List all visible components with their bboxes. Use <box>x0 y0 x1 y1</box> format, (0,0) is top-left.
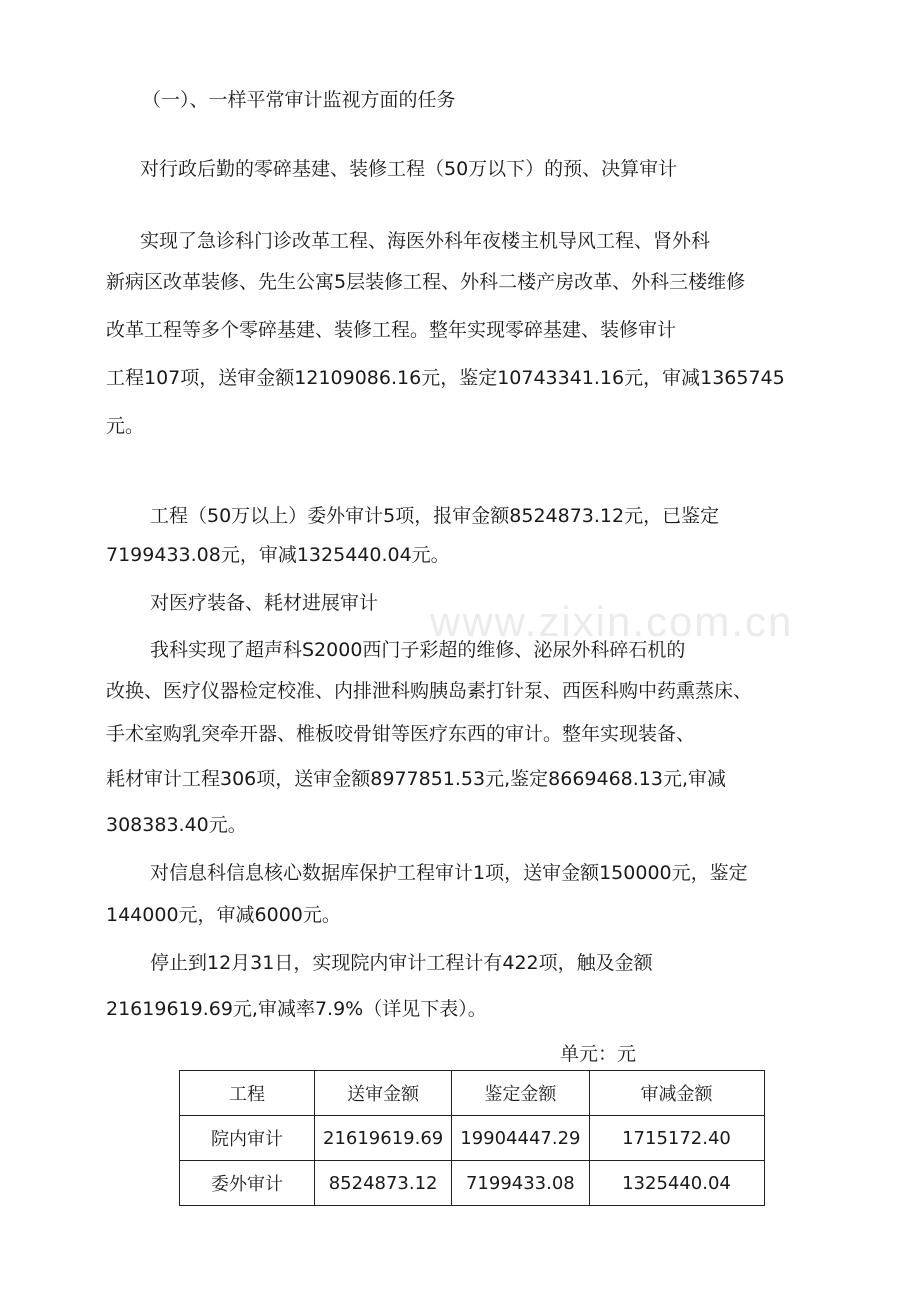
para3-line-4: 耗材审计工程306项，送审金额8977851.53元,鉴定8669468.13元,审减 <box>106 768 727 790</box>
table-cell: 19904447.29 <box>452 1116 589 1161</box>
para3-line-3: 手术室购乳突牵开器、椎板咬骨钳等医疗东西的审计。整年实现装备、 <box>106 723 696 745</box>
table-row <box>180 1161 765 1206</box>
section-heading: （一）、一样平常审计监视方面的任务 <box>142 89 456 111</box>
para5-line-2: 21619619.69元,审减率7.9%（详见下表）。 <box>106 998 487 1020</box>
table-header-cell: 工程 <box>180 1071 315 1116</box>
para1-line-3: 改革工程等多个零碎基建、装修工程。整年实现零碎基建、装修审计 <box>106 319 677 341</box>
para2-line-1: 工程（50万以上）委外审计5项，报审金额8524873.12元，已鉴定 <box>150 505 720 527</box>
para1-line-2: 新病区改革装修、先生公寓5层装修工程、外科二楼产房改革、外科三楼维修 <box>106 271 746 293</box>
para1-line-5: 元。 <box>106 415 145 437</box>
table-header-cell: 送审金额 <box>315 1071 452 1116</box>
table-cell: 7199433.08 <box>452 1161 589 1206</box>
para3-line-5: 308383.40元。 <box>106 814 247 836</box>
table-header-cell: 审减金额 <box>589 1071 764 1116</box>
para1-line-4: 工程107项，送审金额12109086.16元，鉴定10743341.16元，审减1365745 <box>106 367 785 389</box>
table-cell: 21619619.69 <box>315 1116 452 1161</box>
table-unit-label: 单元：元 <box>560 1043 637 1065</box>
table-header-cell: 鉴定金额 <box>452 1071 589 1116</box>
para1-heading: 对行政后勤的零碎基建、装修工程（50万以下）的预、决算审计 <box>140 158 678 180</box>
para3-line-1: 我科实现了超声科S2000西门子彩超的维修、泌尿外科碎石机的 <box>150 639 686 661</box>
table-cell: 8524873.12 <box>315 1161 452 1206</box>
table-cell: 1325440.04 <box>589 1161 764 1206</box>
para1-line-1: 实现了急诊科门诊改革工程、海医外科年夜楼主机导风工程、肾外科 <box>140 230 711 252</box>
table-cell: 院内审计 <box>180 1116 315 1161</box>
table-cell: 委外审计 <box>180 1161 315 1206</box>
table-header-row <box>180 1071 765 1116</box>
table-row <box>180 1116 765 1161</box>
para4-line-2: 144000元，审减6000元。 <box>106 904 341 926</box>
para3-line-2: 改换、医疗仪器检定校准、内排泄科购胰岛素打针泵、西医科购中药熏蒸床、 <box>106 680 753 702</box>
para2-line-2: 7199433.08元，审减1325440.04元。 <box>106 544 450 566</box>
para3-heading: 对医疗装备、耗材进展审计 <box>150 592 379 614</box>
para4-line-1: 对信息科信息核心数据库保护工程审计1项，送审金额150000元，鉴定 <box>150 862 748 884</box>
watermark: www.zixin.com.cn <box>430 598 794 645</box>
audit-summary-table <box>179 1070 765 1206</box>
para5-line-1: 停止到12月31日，实现院内审计工程计有422项，触及金额 <box>150 952 653 974</box>
table-cell: 1715172.40 <box>589 1116 764 1161</box>
